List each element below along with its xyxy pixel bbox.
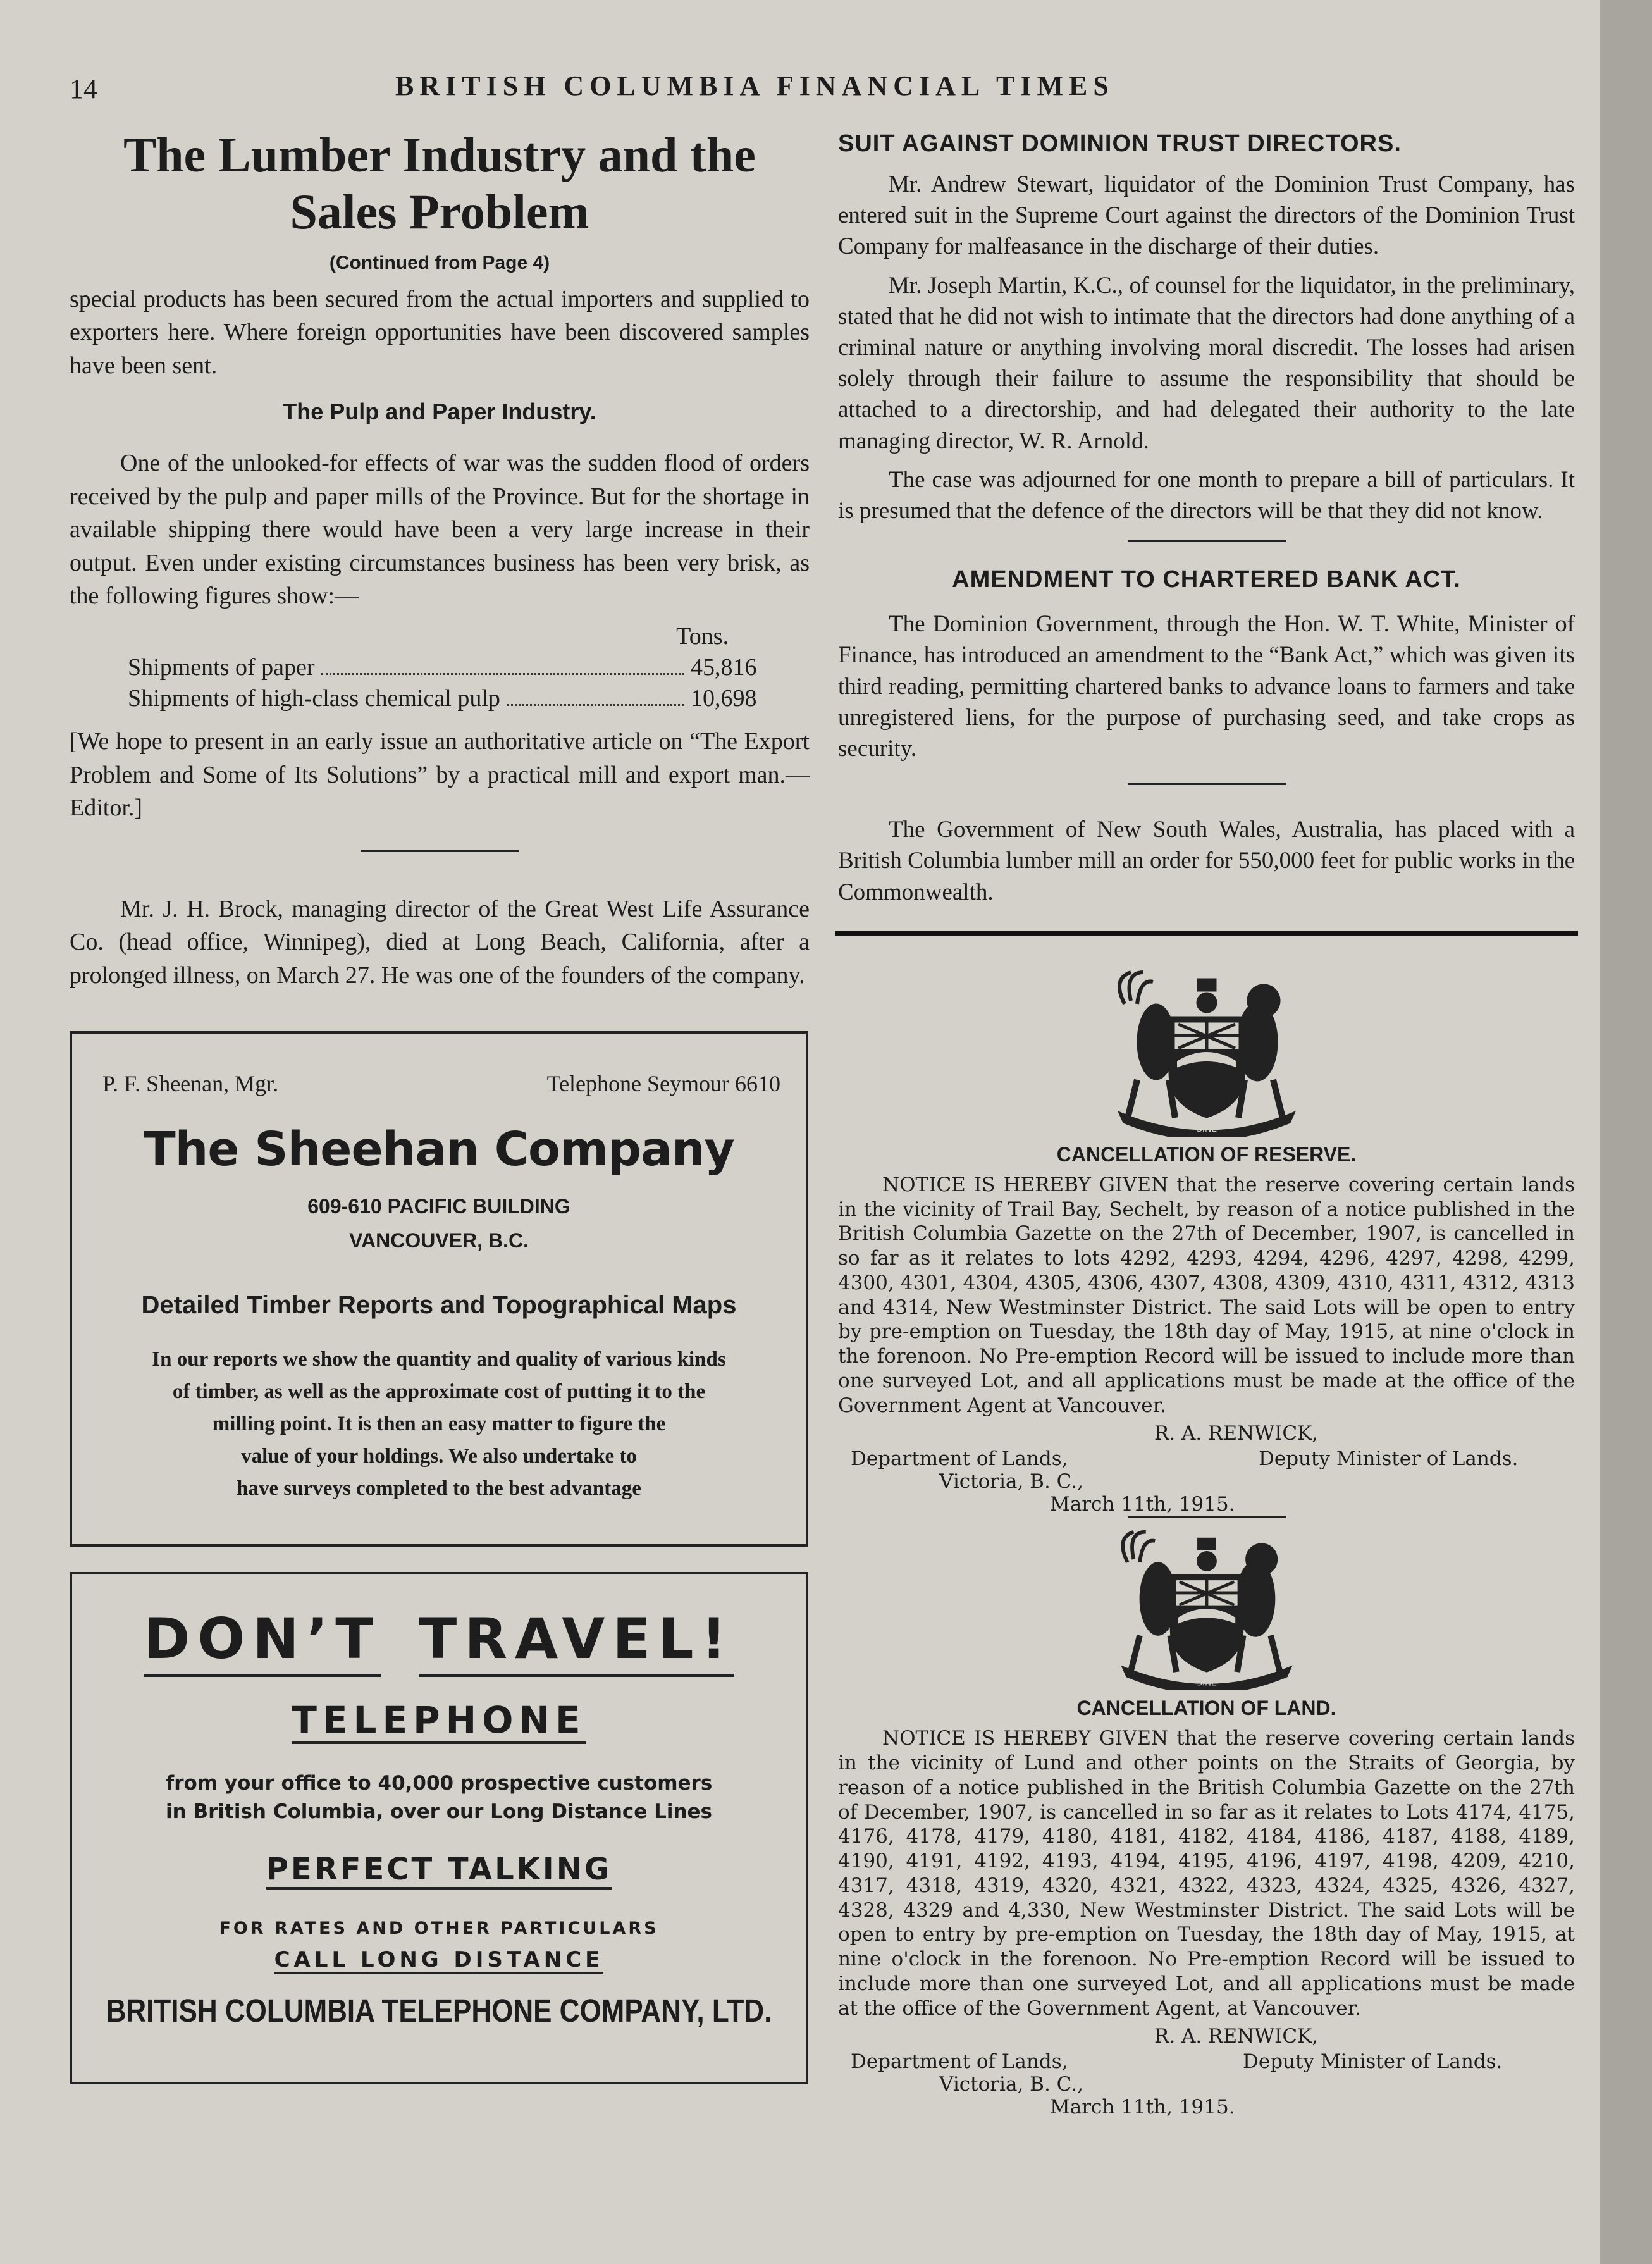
- notice-body: NOTICE IS HEREBY GIVEN that the reserve covering certain lands in the vicinity of Lund and other points on the Straits of Georgia, by reason of a notice published in the British Columbia Gazette on the 27th of December, 1907, is cancelled in so far as it relates to Lots 4174, 4175, 4176, 4178, 4179, 4180, 4181, 4182, 4184, 4186, 4187, 4188, 4189, 4190, 4191, 4192, 4193, 4194, 4195, 4196, 4197, 4198, 4209, 4210, 4317, 4318, 4319, 4320, 4321, 4322, 4323, 4324, 4325, 4326, 4327, 4328, 4329 and 4,330, New Westminster District. The said Lots will be open to entry by pre-emption on Tuesday, the 18th day of May, 1915, at nine o'clock in the forenoon. No Pre-emption Record will be issued to include more than one surveyed Lot, and all applications must be made at the office of the Government Agent, at Vancouver.: [838, 1727, 1575, 2020]
- table-value: 45,816: [691, 654, 757, 681]
- page-number: 14: [70, 73, 97, 104]
- divider: [1128, 540, 1286, 542]
- coat-of-arms-icon: [1099, 1526, 1314, 1690]
- signer-title: Deputy Minister of Lands.: [1243, 2050, 1503, 2074]
- ad-from-line: from your office to 40,000 prospective customers: [165, 1771, 713, 1795]
- place: Victoria, B. C.,: [939, 1470, 1083, 1494]
- page-edge: [1600, 0, 1652, 2264]
- ad-address-line: 609-610 PACIFIC BUILDING: [307, 1194, 570, 1218]
- article-title: [70, 127, 810, 241]
- notice-signature: [838, 1418, 1575, 1516]
- section-heading: The Pulp and Paper Industry.: [283, 399, 596, 425]
- notice-heading: CANCELLATION OF LAND.: [1076, 1697, 1336, 1720]
- department: Department of Lands,: [851, 2050, 1068, 2074]
- left-column: [70, 127, 810, 2084]
- divider: [1128, 783, 1286, 785]
- paragraph: Mr. Andrew Stewart, liquidator of the Dominion Trust Company, has entered suit in the Supreme Court against the directors of the Dominion Trust Company for malfeasance in the discharge of their duties.: [838, 171, 1575, 260]
- table-label: Shipments of high-class chemical pulp: [128, 684, 500, 712]
- thick-divider: [835, 931, 1578, 936]
- dot-leader: [321, 673, 684, 675]
- table-row: [128, 652, 786, 683]
- ad-manager: P. F. Sheenan, Mgr.: [102, 1070, 279, 1096]
- table-label: Shipments of paper: [128, 654, 315, 681]
- section-heading: SUIT AGAINST DOMINION TRUST DIRECTORS.: [838, 130, 1402, 157]
- signer-title: Deputy Minister of Lands.: [1259, 1447, 1519, 1471]
- dot-leader: [507, 704, 684, 706]
- shipments-table: [128, 621, 786, 714]
- ad-from-line: in British Columbia, over our Long Distance Lines: [165, 1800, 713, 1823]
- signer: R. A. RENWICK,: [1154, 1422, 1319, 1445]
- ad-desc-line: have surveys completed to the best advantage: [237, 1477, 641, 1500]
- paragraph: Mr. J. H. Brock, managing director of the Great West Life Assurance Co. (head office, Winnipeg), died at Long Beach, California, after a prolonged illness, on March 27. He was one of the founders of the company.: [70, 895, 810, 989]
- bc-telephone-ad: [70, 1572, 808, 2084]
- date: March 11th, 1915.: [1050, 1493, 1235, 1516]
- paragraph: Mr. Joseph Martin, K.C., of counsel for the liquidator, in the preliminary, stated that he did not wish to intimate that the directors had done anything of a criminal nature or anything involving moral discredit. The losses had arisen solely through their failure to assume the responsibility that should be attached to a directorship, and had delegated their authority to the late managing director, W. R. Arnold.: [838, 272, 1575, 454]
- notice-body: NOTICE IS HEREBY GIVEN that the reserve covering certain lands in the vicinity of Trail Bay, Sechelt, by reason of a notice published in the British Columbia Gazette on the 27th of December, 1907, is cancelled in so far as it relates to lots 4292, 4293, 4294, 4296, 4297, 4298, 4299, 4300, 4301, 4304, 4305, 4306, 4307, 4308, 4309, 4310, 4311, 4312, 4313 and 4314, New Westminster District. The said Lots will be open to entry by pre-emption on Tuesday, the 18th day of May, 1915, at nine o'clock in the forenoon. No Pre-emption Record will be issued to include more than one surveyed Lot, and all applications must be made at the office of the Government Agent at Vancouver.: [838, 1173, 1575, 1417]
- coat-of-arms-icon: [1099, 966, 1314, 1137]
- ad-address-line: VANCOUVER, B.C.: [349, 1229, 529, 1253]
- article-title-line1: The Lumber Industry and the: [123, 127, 756, 182]
- ad-desc-line: milling point. It is then an easy matter to figure the: [212, 1413, 666, 1435]
- ad-dont: DON’T: [144, 1606, 381, 1677]
- department: Department of Lands,: [851, 1447, 1068, 1471]
- ad-desc-line: of timber, as well as the approximate cost of putting it to the: [172, 1380, 706, 1403]
- paragraph: One of the unlooked-for effects of war was the sudden flood of orders received by the pulp and paper mills of the Province. But for the shortage in available shipping there would have been a very large increase in their output. Even under existing circumstances business has been very brisk, as the following figures show:—: [70, 450, 810, 609]
- journal-title: BRITISH COLUMBIA FINANCIAL TIMES: [395, 70, 1114, 101]
- ad-telephone-number: Telephone Seymour 6610: [546, 1070, 780, 1096]
- table-row: [128, 683, 786, 714]
- ad-perfect-talking: PERFECT TALKING: [266, 1852, 612, 1890]
- right-column: [838, 127, 1575, 2119]
- paragraph: special products has been secured from the actual importers and supplied to exporters here. Where foreign opportunities have been discovered samples have been sent.: [70, 285, 810, 379]
- crest-motto: SINE: [1196, 1678, 1217, 1688]
- paragraph: The Government of New South Wales, Australia, has placed with a British Columbia lumber mill an order for 550,000 feet for public works in the Commonwealth.: [838, 817, 1575, 905]
- notice-signature: [838, 2020, 1575, 2119]
- notice-heading: CANCELLATION OF RESERVE.: [1056, 1142, 1357, 1166]
- ad-travel: TRAVEL!: [419, 1606, 734, 1677]
- article-title-line2: Sales Problem: [290, 184, 589, 240]
- ad-company-name: BRITISH COLUMBIA TELEPHONE COMPANY, LTD.: [106, 1993, 772, 2029]
- running-head: [70, 66, 1575, 104]
- sheehan-company-ad: [70, 1031, 808, 1547]
- place: Victoria, B. C.,: [939, 2073, 1083, 2096]
- signer: R. A. RENWICK,: [1154, 2025, 1319, 2048]
- ad-desc-line: value of your holdings. We also undertake to: [241, 1445, 637, 1468]
- editor-note: [We hope to present in an early issue an authoritative article on “The Export Problem and Some of Its Solutions” by a practical mill and export man.—Editor.]: [70, 728, 810, 822]
- ad-telephone-heading: TELEPHONE: [292, 1698, 586, 1744]
- ad-services: Detailed Timber Reports and Topographical Maps: [141, 1290, 737, 1319]
- paragraph: The case was adjourned for one month to prepare a bill of particulars. It is presumed that the defence of the directors will be that they did not know.: [838, 466, 1575, 524]
- ad-call-long-distance: CALL LONG DISTANCE: [274, 1947, 604, 1974]
- ad-desc-line: In our reports we show the quantity and quality of various kinds: [152, 1347, 726, 1371]
- continued-note: (Continued from Page 4): [329, 252, 550, 273]
- table-value: 10,698: [691, 684, 757, 712]
- paragraph: The Dominion Government, through the Hon. W. T. White, Minister of Finance, has introduced an amendment to the “Bank Act,” which was given its third reading, permitting chartered banks to advance loans to farmers and take unregistered liens, for the purpose of purchasing seed, and take crops as security.: [838, 611, 1575, 762]
- ad-rates: FOR RATES AND OTHER PARTICULARS: [219, 1918, 659, 1938]
- date: March 11th, 1915.: [1050, 2096, 1235, 2119]
- crest-motto: SINE: [1196, 1123, 1217, 1134]
- table-unit-header: Tons.: [676, 623, 729, 650]
- divider: [361, 850, 519, 852]
- section-heading: AMENDMENT TO CHARTERED BANK ACT.: [952, 566, 1461, 593]
- ad-company-name: The Sheehan Company: [144, 1122, 734, 1177]
